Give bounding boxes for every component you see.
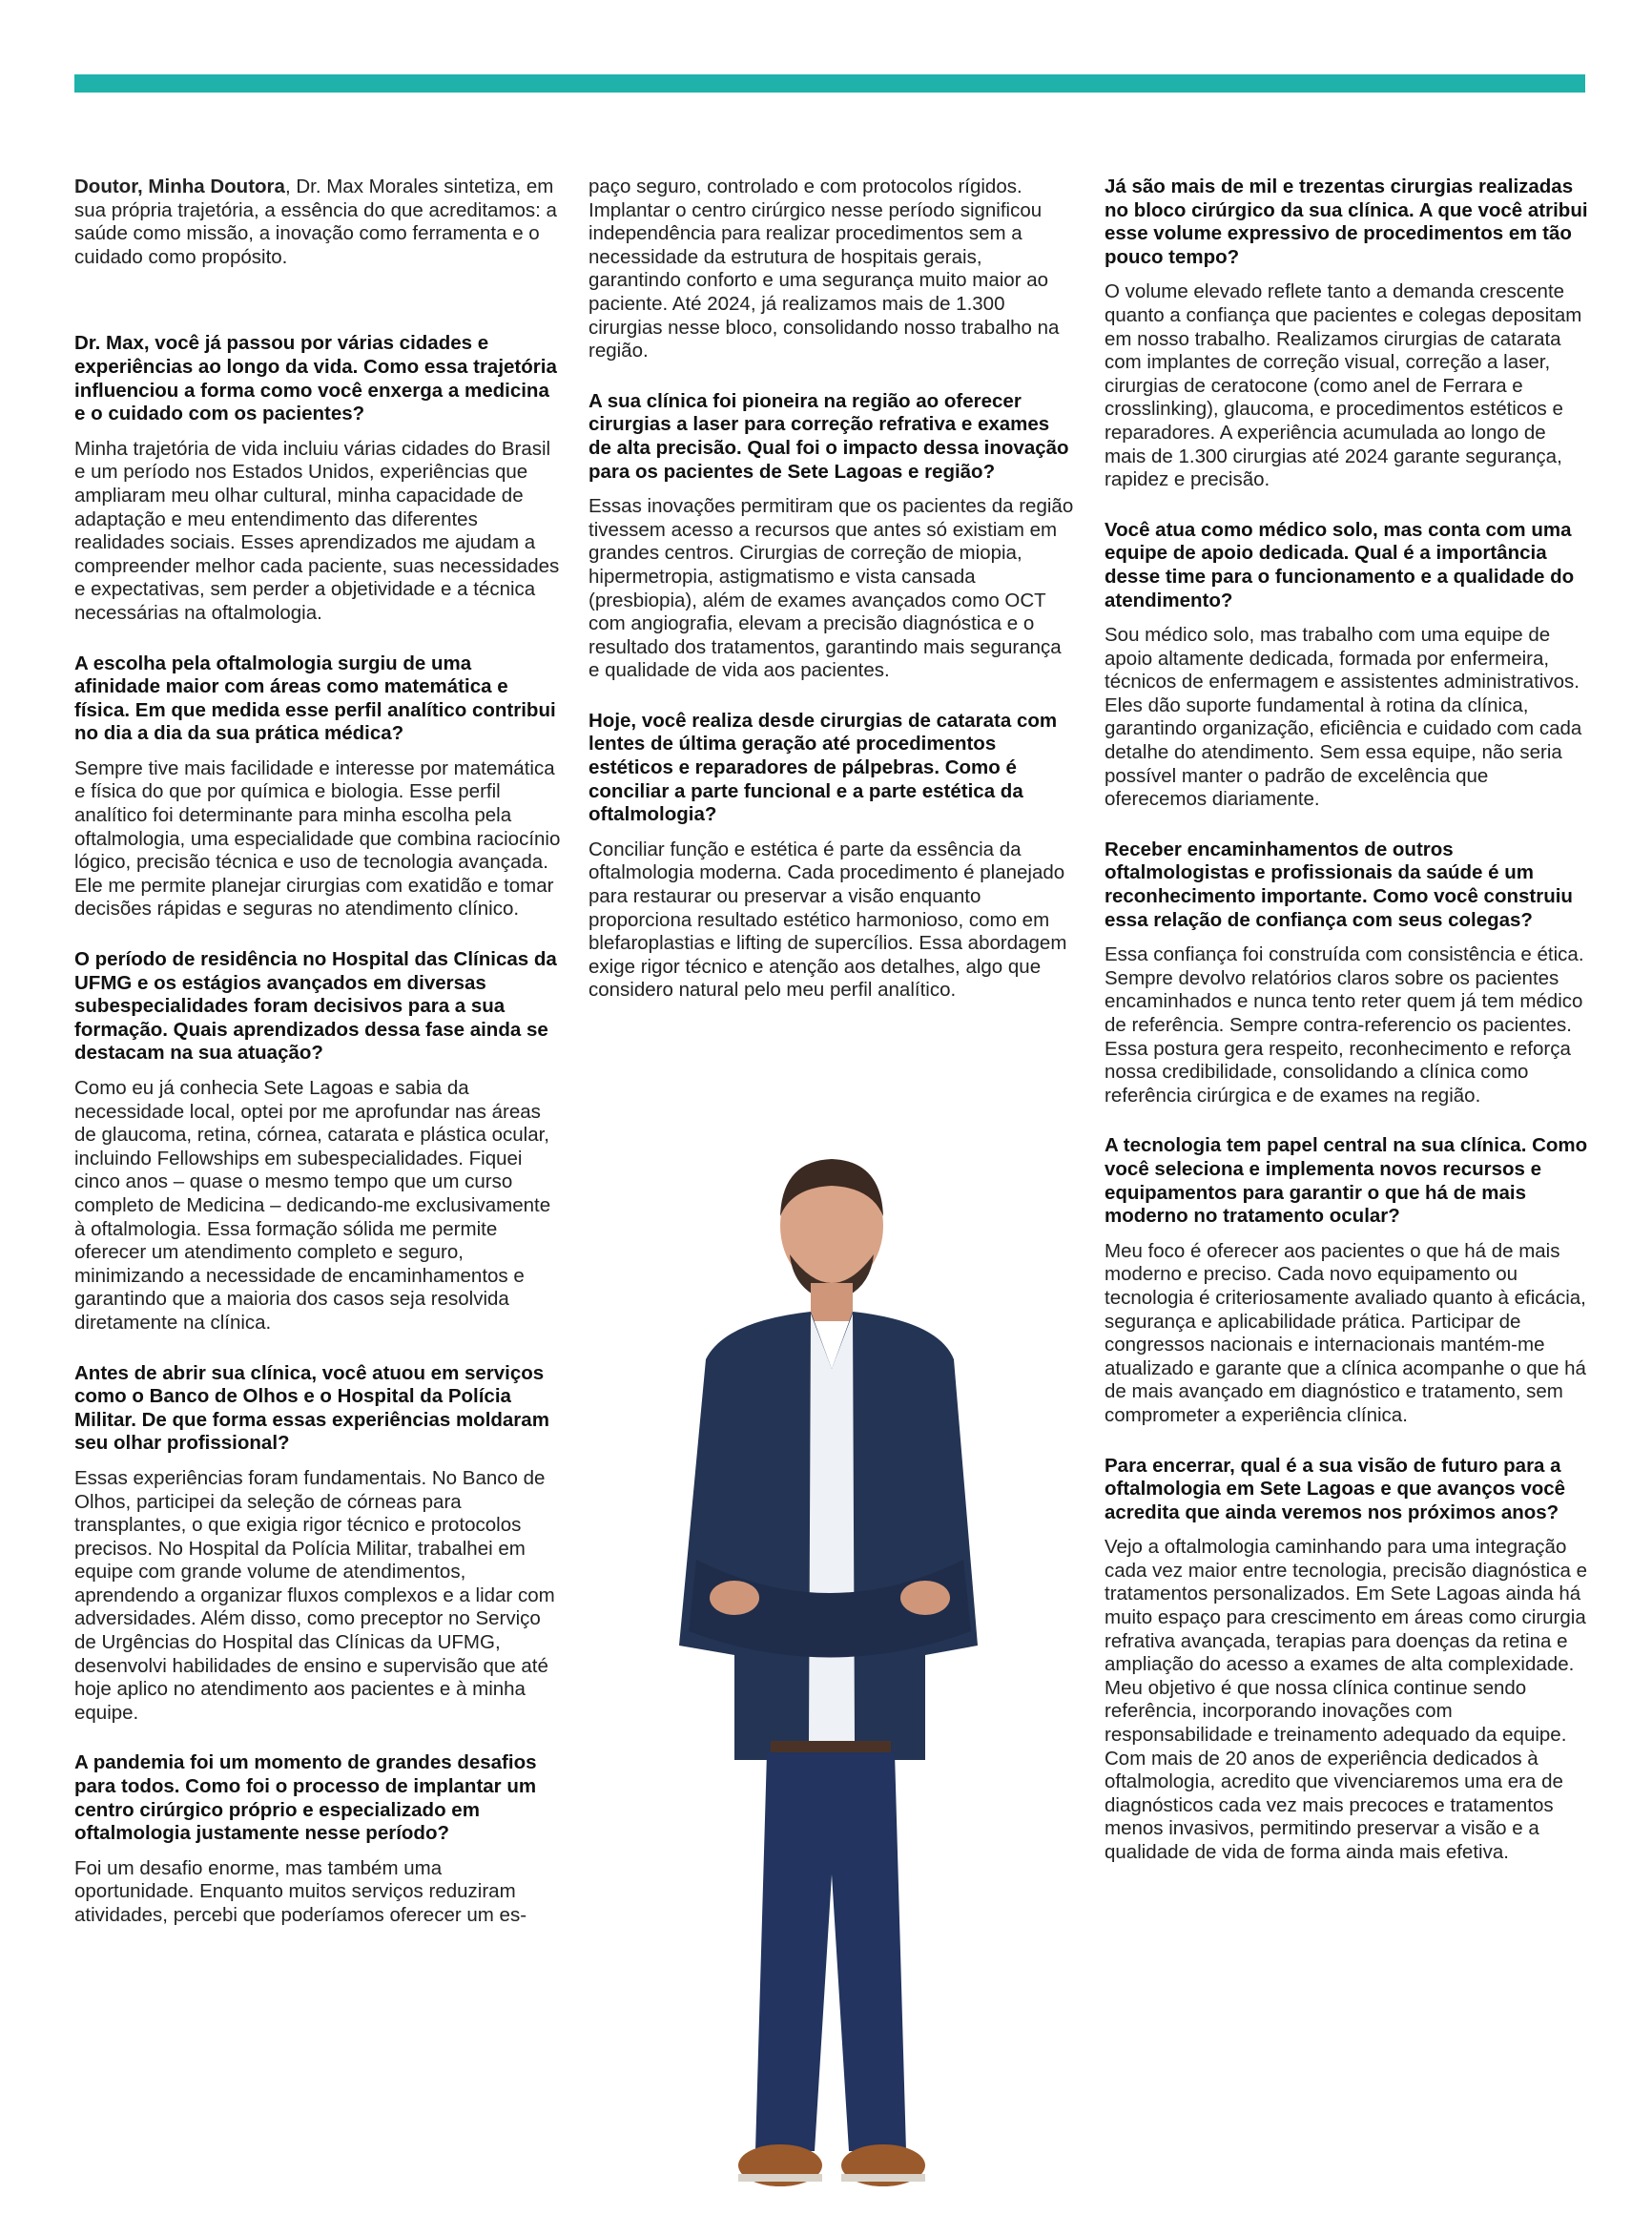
- answer-2: Sempre tive mais facilidade e interesse por matemática e física do que por química e biologia. Esse perfil analítico foi determinante para minha escolha pela oftalmologia, uma especialidade que combina raciocínio lógico, precisão técnica e uso de tecnologia avançada. Ele me permite planejar cirurgias com exatidão e tomar decisões rápidas e seguras no atendimento clínico.: [74, 756, 561, 921]
- answer-3: Como eu já conhecia Sete Lagoas e sabia da necessidade local, optei por me aprofundar nas áreas de glaucoma, retina, córnea, catarata e plástica ocular, incluindo Fellowships em subespecialidades. Fiquei cinco anos – quase o mesmo tempo que um curso completo de Medicina – dedicando-me exclusivamente à oftalmologia. Essa formação sólida me permite oferecer um atendimento completo e seguro, minimizando a necessidade de encaminhamentos e garantindo que a maioria dos casos seja resolvida diretamente na clínica.: [74, 1077, 551, 1334]
- article-column-3: [1105, 176, 1591, 1892]
- answer-7: Conciliar função e estética é parte da essência da oftalmologia moderna. Cada procedimento é planejado para restaurar ou preservar a visão enquanto proporciona resultado estético harmonioso, como em blefaroplastias e lifting de supercílios. Essa abordagem exige rigor técnico e atenção aos detalhes, algo que considero natural pelo meu perfil analítico.: [589, 838, 1067, 1002]
- question-12: Para encerrar, qual é a sua visão de futuro para a oftalmologia em Sete Lagoas e que avanços você acredita que ainda veremos nos próximos anos?: [1105, 1454, 1566, 1523]
- answer-5-part-1: Foi um desafio enorme, mas também uma oportunidade. Enquanto muitos serviços reduziram atividades, percebi que poderíamos oferecer um es-: [74, 1856, 527, 1926]
- answer-5-part-2: paço seguro, controlado e com protocolos rígidos. Implantar o centro cirúrgico nesse período significou independência para realizar procedimentos sem a necessidade da estrutura de hospitais gerais, garantindo conforto e uma segurança muito maior ao paciente. Até 2024, já realizamos mais de 1.300 cirurgias nesse bloco, consolidando nosso trabalho na região.: [589, 176, 1060, 362]
- article-column-2: [589, 176, 1075, 1029]
- doctor-portrait-photo: [668, 1149, 982, 2208]
- question-4: Antes de abrir sua clínica, você atuou em serviços como o Banco de Olhos e o Hospital da Polícia Militar. De que forma essas experiências moldaram seu olhar profissional?: [74, 1361, 549, 1455]
- question-11: A tecnologia tem papel central na sua clínica. Como você seleciona e implementa novos recursos e equipamentos para garantir o que há de mais moderno no tratamento ocular?: [1105, 1134, 1588, 1228]
- question-5: A pandemia foi um momento de grandes desafios para todos. Como foi o processo de implantar um centro cirúrgico próprio e especializado em oftalmologia justamente nesse período?: [74, 1751, 537, 1845]
- question-2: A escolha pela oftalmologia surgiu de uma afinidade maior com áreas como matemática e física. Em que medida esse perfil analítico contribui no dia a dia da sua prática médica?: [74, 652, 556, 745]
- question-7: Hoje, você realiza desde cirurgias de catarata com lentes de última geração até procedimentos estéticos e reparadores de pálpebras. Como é conciliar a parte funcional e a parte estética da oftalmologia?: [589, 709, 1058, 826]
- answer-10: Essa confiança foi construída com consistência e ética. Sempre devolvo relatórios claros sobre os pacientes encaminhados e nunca tento reter quem já tem médico de referência. Sempre contra-referencio os pacientes. Essa postura gera respeito, reconhecimento e reforça nossa credibilidade, consolidando a clínica como referência cirúrgica e de exames na região.: [1105, 943, 1584, 1107]
- answer-8: O volume elevado reflete tanto a demanda crescente quanto a confiança que pacientes e colegas depositam em nosso trabalho. Realizamos cirurgias de catarata com implantes de correção visual, correção a laser, cirurgias de ceratocone (como anel de Ferrara e crosslinking), glaucoma, e procedimentos estéticos e reparadores. A experiência acumulada ao longo de mais de 1.300 cirurgias até 2024 garante segurança, rapidez e precisão.: [1105, 280, 1582, 491]
- answer-1: Minha trajetória de vida incluiu várias cidades do Brasil e um período nos Estados Unidos, experiências que ampliaram meu olhar cultural, minha capacidade de adaptação e meu entendimento das diferentes realidades sociais. Esses aprendizados me ajudam a compreender melhor cada paciente, suas necessidades e expectativas, sem perder a objetividade e a técnica necessárias na oftalmologia.: [74, 437, 560, 624]
- question-6: A sua clínica foi pioneira na região ao oferecer cirurgias a laser para correção refrativa e exames de alta precisão. Qual foi o impacto dessa inovação para os pacientes de Sete Lagoas e região?: [589, 389, 1069, 483]
- accent-top-bar: [74, 74, 1585, 93]
- question-10: Receber encaminhamentos de outros oftalmologistas e profissionais da saúde é um reconhecimento importante. Como você construiu essa relação de confiança com seus colegas?: [1105, 838, 1573, 931]
- answer-9: Sou médico solo, mas trabalho com uma equipe de apoio altamente dedicada, formada por enfermeira, técnicos de enfermagem e assistentes administrativos. Eles dão suporte fundamental à rotina da clínica, garantindo organização, eficiência e cuidado com cada detalhe do atendimento. Sem essa equipe, não seria possível manter o padrão de excelência que oferecemos diariamente.: [1105, 624, 1582, 811]
- intro-text: , Dr. Max Morales sintetiza, em sua própria trajetória, a essência do que acreditamos: a saúde como missão, a inovação como ferramenta e o cuidado como propósito.: [74, 176, 557, 268]
- answer-12: Vejo a oftalmologia caminhando para uma integração cada vez maior entre tecnologia, precisão diagnóstica e tratamentos personalizados. Em Sete Lagoas ainda há muito espaço para crescimento em áreas como cirurgia refrativa avançada, terapias para doenças da retina e ampliação do acesso a exames de alta complexidade. Meu objetivo é que nossa clínica continue sendo referência, incorporando inovações com responsabilidade e treinamento adequado da equipe. Com mais de 20 anos de experiência dedicados à oftalmologia, acredito que vivenciaremos uma era de diagnósticos cada vez mais precoces e tratamentos menos invasivos, permitindo preservar a visão e a qualidade de vida de forma ainda mais efetiva.: [1105, 1536, 1587, 1863]
- article-column-1: [74, 176, 561, 1955]
- question-1: Dr. Max, você já passou por várias cidades e experiências ao longo da vida. Como essa trajetória influenciou a forma como você enxerga a medicina e o cuidado com os pacientes?: [74, 332, 557, 425]
- question-8: Já são mais de mil e trezentas cirurgias realizadas no bloco cirúrgico da sua clínica. A que você atribui esse volume expressivo de procedimentos em tão pouco tempo?: [1105, 176, 1588, 268]
- answer-6: Essas inovações permitiram que os pacientes da região tivessem acesso a recursos que antes só existiam em grandes centros. Cirurgias de correção de miopia, hipermetropia, astigmatismo e vista cansada (presbiopia), além de exames avançados como OCT com angiografia, elevam a precisão diagnóstica e o resultado dos tratamentos, garantindo mais segurança e qualidade de vida aos pacientes.: [589, 495, 1074, 682]
- intro-lead: Doutor, Minha Doutora: [74, 176, 285, 197]
- answer-4: Essas experiências foram fundamentais. No Banco de Olhos, participei da seleção de córneas para transplantes, o que exigia rigor técnico e protocolos precisos. No Hospital da Polícia Militar, trabalhei em equipe com grande volume de atendimentos, aprendendo a organizar fluxos complexos e a lidar com adversidades. Além disso, como preceptor no Serviço de Urgências do Hospital das Clínicas da UFMG, desenvolvi habilidades de ensino e supervisão que até hoje aplico no atendimento aos pacientes e à minha equipe.: [74, 1466, 555, 1724]
- intro-paragraph: [74, 176, 561, 269]
- question-9: Você atua como médico solo, mas conta com uma equipe de apoio dedicada. Qual é a importância desse time para o funcionamento e a qualidade do atendimento?: [1105, 518, 1575, 611]
- answer-11: Meu foco é oferecer aos pacientes o que há de mais moderno e preciso. Cada novo equipamento ou tecnologia é criteriosamente avaliado quanto à eficácia, segurança e aplicabilidade prática. Participar de congressos nacionais e internacionais mantém-me atualizado e garante que a clínica acompanhe o que há de mais avançado em diagnóstico e tratamento, sem comprometer a experiência clínica.: [1105, 1239, 1586, 1426]
- question-3: O período de residência no Hospital das Clínicas da UFMG e os estágios avançados em diversas subespecialidades foram decisivos para a sua formação. Quais aprendizados dessa fase ainda se destacam na sua atuação?: [74, 948, 557, 1065]
